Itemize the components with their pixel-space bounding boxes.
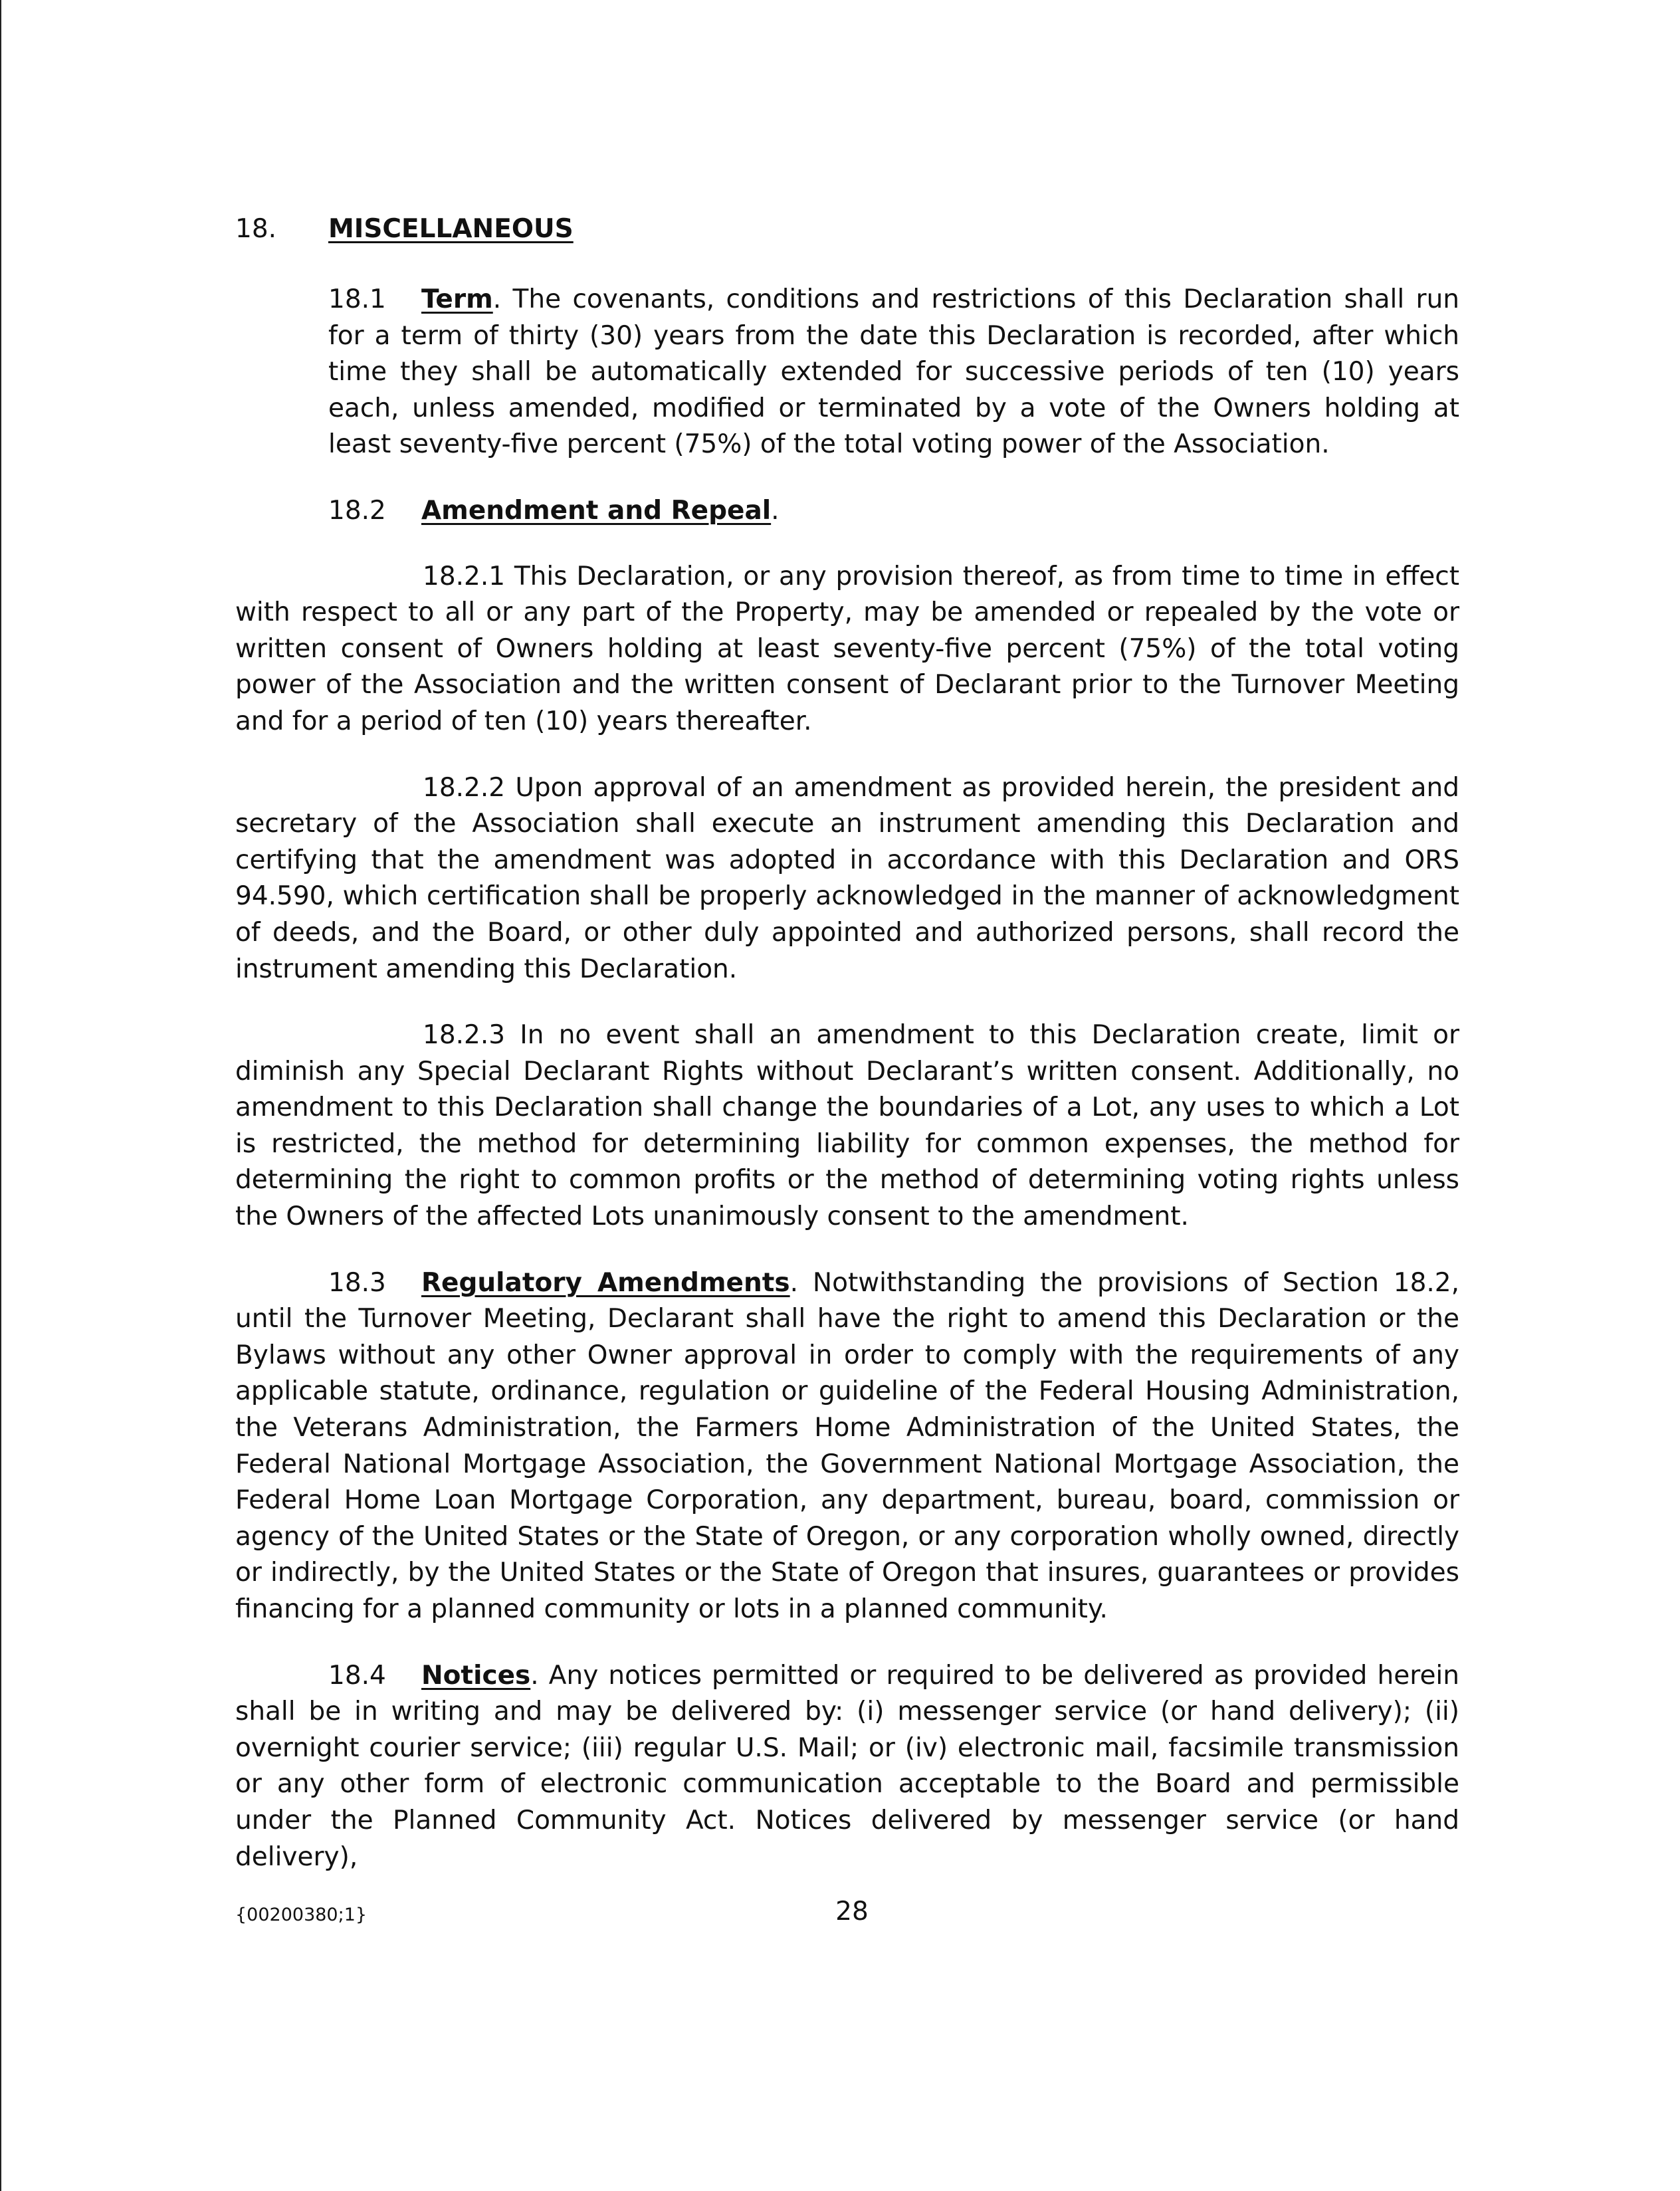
paragraph-18-4 xyxy=(235,1658,1459,1876)
clause-number-18-2-1: 18.2.1 xyxy=(423,561,506,591)
clause-heading-suffix: . xyxy=(789,1267,799,1298)
paragraph-18-2-3 xyxy=(235,1017,1459,1235)
clause-text-18-4: Any notices permitted or required to be delivered as provided herein shall be in writing and may be delivered by: (i) messenger service (or hand delivery); (ii) overnight courier service; (iii) regular U.S. Mail; or (iv) electronic mail, facsimile transmission or any other form of electronic communication acceptable to the Board and permissible under the Planned Community Act. Notices delivered by messenger service (or hand delivery), xyxy=(235,1660,1459,1872)
page-body xyxy=(235,211,1459,1905)
paragraph-18-3 xyxy=(235,1265,1459,1628)
page-number: 28 xyxy=(835,1897,869,1927)
clause-heading-row-18-2 xyxy=(328,493,1459,530)
clause-heading-suffix: . xyxy=(771,495,780,526)
clause-text-18-2-1: This Declaration, or any provision thereof, as from time to time in effect with respect to all or any part of the Property, may be amended or repealed by the vote or written consent of Owners holding at least seventy-five percent (75%) of the total voting power of the Association and the written consent of Declarant prior to the Turnover Meeting and for a period of ten (10) years thereafter. xyxy=(235,561,1459,736)
clause-text-18-1: The covenants, conditions and restrictions of this Declaration shall run for a term of thirty (30) years from the date this Declaration is recorded, after which time they shall be automatically extended for successive periods of ten (10) years each, unless amended, modified or terminated by a vote of the Owners holding at least seventy-five percent (75%) of the total voting power of the Association. xyxy=(328,284,1460,460)
clause-text-18-2-3: In no event shall an amendment to this Declaration create, limit or diminish any Special Declarant Rights without Declarant’s written consent. Additionally, no amendment to this Declaration shall change the boundaries of a Lot, any uses to which a Lot is restricted, the method for determining liability for common expenses, the method for determining the right to common profits or the method of determining voting rights unless the Owners of the affected Lots unanimously consent to the amendment. xyxy=(235,1020,1459,1232)
paragraph-18-1 xyxy=(235,282,1459,463)
clause-number-18-1: 18.1 xyxy=(328,284,386,314)
clause-heading-amendment: Amendment and Repeal xyxy=(421,495,772,526)
paragraph-18-2-1 xyxy=(235,559,1459,740)
clause-number-18-4: 18.4 xyxy=(328,1660,386,1691)
document-id: {00200380;1} xyxy=(235,1905,368,1925)
clause-number-18-2: 18.2 xyxy=(328,495,386,526)
clause-number-18-2-3: 18.2.3 xyxy=(423,1020,506,1051)
clause-heading-notices: Notices xyxy=(421,1660,531,1691)
clause-heading-suffix: . xyxy=(492,284,502,314)
section-number: 18. xyxy=(235,214,277,244)
clause-number-18-3: 18.3 xyxy=(328,1267,386,1298)
clause-heading-regulatory: Regulatory Amendments xyxy=(421,1267,790,1298)
section-title: MISCELLANEOUS xyxy=(328,214,574,244)
section-heading xyxy=(235,211,1459,247)
clause-heading-suffix: . xyxy=(530,1660,539,1691)
paragraph-18-2-2 xyxy=(235,770,1459,988)
clause-text-18-2-2: Upon approval of an amendment as provided herein, the president and secretary of the Association shall execute an instrument amending this Declaration and certifying that the amendment was adopted in accordance with this Declaration and ORS 94.590, which certification shall be properly acknowledged in the manner of acknowledgment of deeds, and the Board, or other duly appointed and authorized persons, shall record the instrument amending this Declaration. xyxy=(235,772,1460,984)
clause-heading-term: Term xyxy=(421,284,493,314)
clause-number-18-2-2: 18.2.2 xyxy=(423,772,506,803)
clause-text-18-3: Notwithstanding the provisions of Section 18.2, until the Turnover Meeting, Declarant shall have the right to amend this Declaration or the Bylaws without any other Owner approval in order to comply with the requirements of any applicable statute, ordinance, regulation or guideline of the Federal Housing Administration, the Veterans Administration, the Farmers Home Administration of the United States, the Federal National Mortgage Association, the Government National Mortgage Association, the Federal Home Loan Mortgage Corporation, any department, bureau, board, commission or agency of the United States or the State of Oregon, or any corporation wholly owned, directly or indirectly, by the United States or the State of Oregon that insures, guarantees or provides financing for a planned community or lots in a planned community. xyxy=(235,1267,1459,1624)
